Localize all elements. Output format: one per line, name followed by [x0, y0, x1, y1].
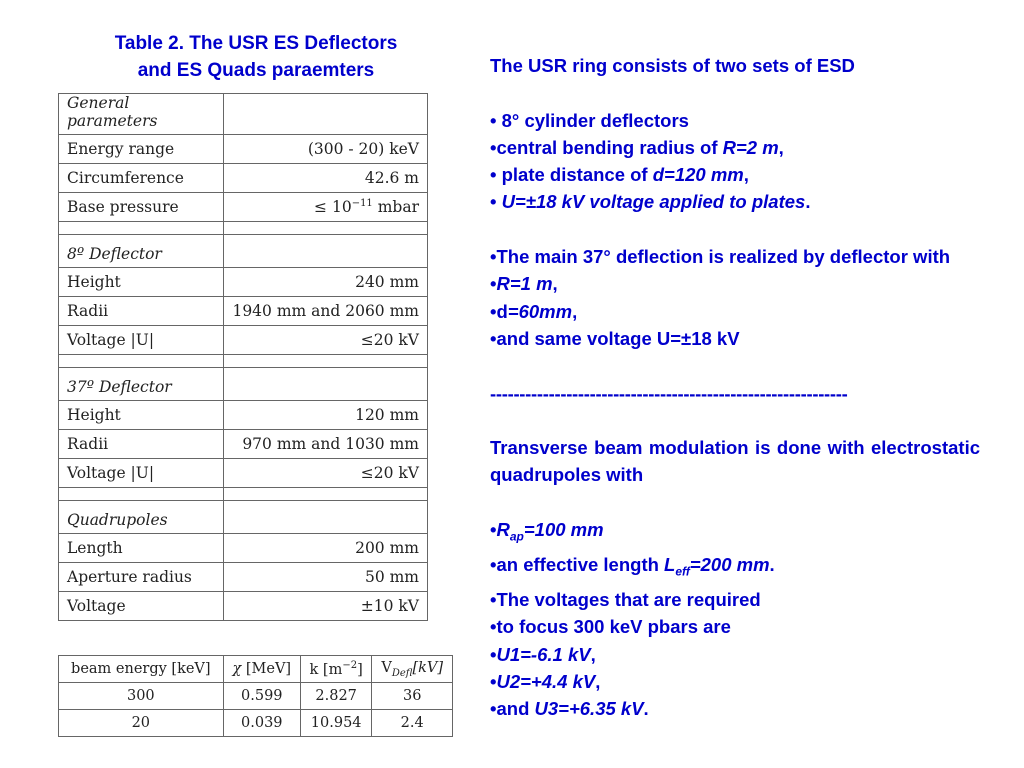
table-row: [59, 135, 428, 164]
formula: U=±18 kV voltage applied to plates: [501, 191, 806, 213]
column-header-beam-energy: beam energy [keV]: [59, 656, 224, 683]
section-header-quadrupoles: [59, 501, 428, 534]
formula: d=120 mm: [652, 164, 744, 186]
param-value: ≤20 kV: [224, 459, 428, 488]
v-unit: [kV]: [412, 659, 444, 676]
formula: L: [664, 554, 676, 576]
cell-v-defl: 2.4: [372, 710, 453, 737]
v-subscript: Defl: [391, 667, 413, 679]
transverse-paragraph: Transverse beam modulation is done with electrostatic quadrupoles with: [490, 437, 980, 486]
table-row: [59, 563, 428, 592]
table-row: [59, 683, 453, 710]
subscript: ap: [509, 529, 524, 544]
param-label: Length: [59, 534, 224, 563]
param-value: 1940 mm and 2060 mm: [224, 297, 428, 326]
subscript: eff: [675, 564, 690, 579]
bullet-plate-distance: [490, 161, 980, 188]
bullet-radius-37: [490, 270, 980, 297]
formula: R=1 m: [496, 273, 553, 295]
table-row: [59, 534, 428, 563]
section-title: Quadrupoles: [59, 501, 224, 534]
bullet-aperture-radius: [490, 516, 980, 551]
text: •: [490, 191, 502, 213]
param-value: 200 mm: [224, 534, 428, 563]
param-value: (300 - 20) keV: [224, 135, 428, 164]
table-row: [59, 268, 428, 297]
table-row: [59, 592, 428, 621]
text: ,: [552, 273, 558, 295]
formula: U1=-6.1 kV: [496, 643, 591, 665]
column-header-v-defl: [372, 656, 453, 683]
cell-chi: 0.599: [223, 683, 300, 710]
column-header-k: [300, 656, 371, 683]
section-title: 8º Deflector: [59, 235, 224, 268]
text: •d: [490, 300, 508, 322]
table-row: [59, 326, 428, 355]
text: •: [490, 273, 497, 295]
k-exponent: −2: [342, 660, 358, 672]
text: •and: [490, 698, 535, 720]
cell-k: 2.827: [300, 683, 371, 710]
v-label: V: [381, 659, 392, 676]
formula: =200 mm: [689, 554, 770, 576]
param-label: Aperture radius: [59, 563, 224, 592]
section-header-general: [59, 94, 428, 135]
cell-chi: 0.039: [223, 710, 300, 737]
param-value: 240 mm: [224, 268, 428, 297]
formula: =60mm: [507, 300, 573, 322]
param-label: Height: [59, 401, 224, 430]
k-label: k [m: [309, 661, 343, 678]
beam-energy-table: [58, 655, 453, 737]
param-label: Height: [59, 268, 224, 297]
table-row: [59, 430, 428, 459]
bullet-voltage: [490, 188, 980, 215]
text: •: [490, 670, 497, 692]
text: .: [769, 554, 775, 576]
param-label: Radii: [59, 430, 224, 459]
param-label: Energy range: [59, 135, 224, 164]
param-label: Radii: [59, 297, 224, 326]
text: ,: [778, 136, 784, 158]
param-label: Voltage |U|: [59, 326, 224, 355]
bullet-effective-length: [490, 551, 980, 586]
param-value: ±10 kV: [224, 592, 428, 621]
bullet-u1: [490, 641, 980, 668]
cell-beam-energy: 20: [59, 710, 224, 737]
section-title: 37º Deflector: [59, 368, 224, 401]
text: •central bending radius of: [490, 136, 723, 158]
text: ,: [743, 164, 749, 186]
table-row: [59, 164, 428, 193]
formula: R=2 m: [722, 136, 779, 158]
table-row: [59, 710, 453, 737]
param-label: Voltage: [59, 592, 224, 621]
section-header-37deg-deflector: [59, 368, 428, 401]
param-value: ≤20 kV: [224, 326, 428, 355]
chi-unit: [MeV]: [241, 661, 292, 677]
text: •an effective length: [490, 554, 665, 576]
text: ,: [590, 643, 596, 665]
formula: R: [496, 519, 510, 541]
parameters-table: [58, 93, 428, 621]
text: ,: [595, 670, 601, 692]
table-row: [59, 297, 428, 326]
pressure-prefix: ≤ 10: [314, 198, 352, 217]
param-value: 970 mm and 1030 mm: [224, 430, 428, 459]
text: .: [805, 191, 811, 213]
bullet-cylinder-deflectors: • 8° cylinder deflectors: [490, 109, 689, 131]
bullet-voltages-required: •The voltages that are required: [490, 589, 761, 611]
description-text: [490, 52, 980, 723]
param-value: [224, 193, 428, 222]
column-header-chi: [223, 656, 300, 683]
chi-symbol: χ: [232, 661, 242, 677]
text: ,: [572, 300, 578, 322]
table-title: [60, 30, 452, 84]
param-label: Voltage |U|: [59, 459, 224, 488]
table-header-row: [59, 656, 453, 683]
main-deflection-paragraph: •The main 37° deflection is realized by deflector with: [490, 246, 951, 268]
bullet-u3: [490, 695, 980, 722]
text: •: [490, 643, 497, 665]
cell-beam-energy: 300: [59, 683, 224, 710]
title-line-1: Table 2. The USR ES Deflectors: [114, 33, 398, 54]
bullet-focus: •to focus 300 keV pbars are: [490, 616, 731, 638]
param-value: 120 mm: [224, 401, 428, 430]
formula: U3=+6.35 kV: [534, 698, 644, 720]
bullet-distance-37: [490, 298, 980, 325]
text: • plate distance of: [490, 164, 653, 186]
formula: U2=+4.4 kV: [496, 670, 596, 692]
param-value: 50 mm: [224, 563, 428, 592]
section-title: General parameters: [59, 94, 224, 135]
title-line-2: and ES Quads paraemters: [137, 60, 375, 81]
dashed-separator: -------------------------------------------------------------: [490, 382, 848, 404]
pressure-exponent: −11: [351, 197, 373, 209]
bullet-same-voltage: •and same voltage U=±18 kV: [490, 327, 740, 349]
text: .: [643, 698, 649, 720]
table-row: [59, 401, 428, 430]
table-row: [59, 459, 428, 488]
bullet-u2: [490, 668, 980, 695]
table-row: [59, 193, 428, 222]
intro-line: The USR ring consists of two sets of ESD: [490, 55, 855, 76]
cell-v-defl: 36: [372, 683, 453, 710]
bullet-bending-radius: [490, 134, 980, 161]
param-label: Base pressure: [59, 193, 224, 222]
param-value: 42.6 m: [224, 164, 428, 193]
cell-k: 10.954: [300, 710, 371, 737]
param-label: Circumference: [59, 164, 224, 193]
section-header-8deg-deflector: [59, 235, 428, 268]
text: •: [490, 519, 497, 541]
k-close: ]: [357, 661, 363, 678]
formula: =100 mm: [523, 519, 604, 541]
pressure-unit: mbar: [372, 198, 419, 217]
